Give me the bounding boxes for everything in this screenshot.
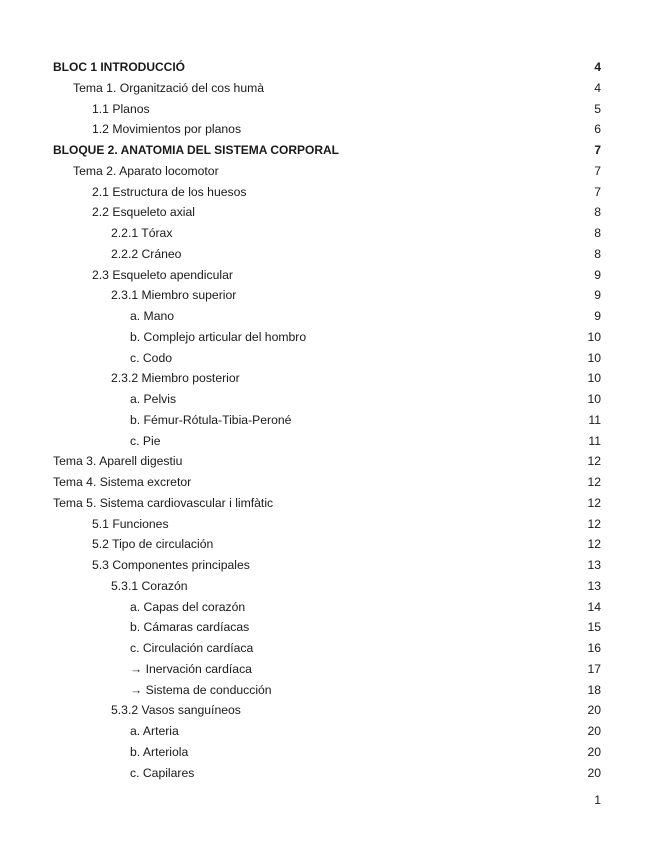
toc-entry-31[interactable] <box>0 700 655 721</box>
toc-entry-page: 18 <box>587 682 601 697</box>
toc-entry-title: 2.3.1 Miembro superior <box>111 288 237 303</box>
toc-entry-page: 20 <box>587 724 601 738</box>
toc-entry-27[interactable] <box>0 617 655 638</box>
toc-entry-title: c. Codo <box>130 350 173 365</box>
toc-entry-page: 13 <box>587 558 601 572</box>
toc-entry-title: Tema 1. Organització del cos humà <box>73 80 265 95</box>
toc-entry-19[interactable] <box>0 451 655 472</box>
toc-entry-page: 11 <box>588 433 601 448</box>
toc-entry-page: 5 <box>594 101 601 116</box>
toc-entry-page: 20 <box>587 744 601 759</box>
toc-entry-29[interactable] <box>0 659 655 680</box>
toc-entry-1[interactable] <box>0 78 655 99</box>
toc-entry-0[interactable] <box>0 57 655 78</box>
toc-entry-4[interactable] <box>0 140 655 161</box>
toc-entry-14[interactable] <box>0 348 655 369</box>
toc-entry-9[interactable] <box>0 244 655 265</box>
toc-entry-page: 15 <box>587 620 601 635</box>
toc-entry-page: 4 <box>594 80 601 95</box>
toc-entry-13[interactable] <box>0 327 655 348</box>
toc-entry-page: 13 <box>587 578 601 593</box>
toc-entry-title: 2.2.2 Cráneo <box>111 246 182 261</box>
toc-entry-title: Tema 5. Sistema cardiovascular i limfàtic <box>53 495 274 510</box>
toc-entry-page: 17 <box>587 661 601 676</box>
toc-entry-page: 20 <box>587 703 601 718</box>
toc-entry-page: 7 <box>594 184 601 199</box>
toc-entry-10[interactable] <box>0 265 655 286</box>
toc-entry-25[interactable] <box>0 576 655 597</box>
toc-entry-title: 5.3.1 Corazón <box>111 578 188 593</box>
toc-entry-title: 2.3.2 Miembro posterior <box>111 371 240 386</box>
toc-entry-3[interactable] <box>0 119 655 140</box>
toc-entry-16[interactable] <box>0 389 655 410</box>
toc-entry-23[interactable] <box>0 534 655 555</box>
toc-entry-30[interactable] <box>0 680 655 701</box>
toc-entry-title: 5.3.2 Vasos sanguíneos <box>111 703 241 718</box>
toc-entry-title: 2.1 Estructura de los huesos <box>92 184 247 199</box>
toc-entry-page: 6 <box>594 122 601 137</box>
toc-entry-title: c. Pie <box>130 433 161 448</box>
toc-entry-34[interactable] <box>0 763 655 784</box>
toc-entry-11[interactable] <box>0 285 655 306</box>
toc-entry-title: BLOC 1 INTRODUCCIÓ <box>53 60 185 74</box>
toc-entry-title: 2.2 Esqueleto axial <box>92 205 195 220</box>
toc-entry-page: 12 <box>587 495 601 510</box>
toc-entry-page: 12 <box>587 537 601 552</box>
toc-entry-33[interactable] <box>0 742 655 763</box>
toc-entry-title: a. Capas del corazón <box>130 599 246 614</box>
toc-entry-title: c. Capilares <box>130 765 195 780</box>
toc-entry-page: 4 <box>594 60 601 74</box>
toc-entry-6[interactable] <box>0 182 655 203</box>
toc-entry-page: 12 <box>587 454 601 469</box>
toc-entry-22[interactable] <box>0 514 655 535</box>
toc-entry-page: 8 <box>594 246 601 261</box>
toc-entry-2[interactable] <box>0 99 655 120</box>
page-number: 1 <box>594 793 601 807</box>
toc-entry-page: 14 <box>587 599 601 614</box>
toc-entry-17[interactable] <box>0 410 655 431</box>
toc-entry-title: b. Cámaras cardíacas <box>130 620 250 635</box>
toc-entry-title: c. Circulación cardíaca <box>130 641 254 655</box>
toc-entry-page: 7 <box>594 163 601 178</box>
toc-entry-page: 12 <box>587 475 601 489</box>
toc-entry-24[interactable] <box>0 555 655 576</box>
toc-entry-title: 2.2.1 Tórax <box>111 226 173 240</box>
toc-entry-page: 10 <box>587 371 601 386</box>
toc-entry-title: a. Arteria <box>130 724 179 738</box>
toc-entry-page: 7 <box>594 143 601 157</box>
toc-entry-page: 20 <box>587 765 601 780</box>
toc-entry-page: 10 <box>587 392 601 406</box>
toc-entry-32[interactable] <box>0 721 655 742</box>
toc-entry-18[interactable] <box>0 431 655 452</box>
toc-entry-7[interactable] <box>0 202 655 223</box>
toc-entry-title: b. Fémur-Rótula-Tibia-Peroné <box>130 412 292 427</box>
toc-entry-title: BLOQUE 2. ANATOMIA DEL SISTEMA CORPORAL <box>53 143 340 157</box>
toc-entry-title: 2.3 Esqueleto apendicular <box>92 267 233 282</box>
toc-entry-15[interactable] <box>0 368 655 389</box>
toc-entry-page: 11 <box>588 412 601 427</box>
toc-entry-20[interactable] <box>0 472 655 493</box>
toc-entry-title: 1.2 Movimientos por planos <box>92 122 242 137</box>
toc-entry-21[interactable] <box>0 493 655 514</box>
toc-entry-26[interactable] <box>0 597 655 618</box>
toc-entry-title: 1.1 Planos <box>92 101 150 116</box>
toc-entry-page: 8 <box>594 226 601 240</box>
toc-entry-title: Tema 2. Aparato locomotor <box>73 163 219 178</box>
toc-entry-title: Tema 4. Sistema excretor <box>53 475 192 489</box>
toc-entry-page: 9 <box>594 267 601 282</box>
toc-entry-title: → Sistema de conducción <box>130 682 272 697</box>
toc-entry-12[interactable] <box>0 306 655 327</box>
toc-entry-28[interactable] <box>0 638 655 659</box>
toc-entry-title: Tema 3. Aparell digestiu <box>53 454 183 469</box>
table-of-contents <box>0 57 655 783</box>
toc-entry-8[interactable] <box>0 223 655 244</box>
toc-entry-5[interactable] <box>0 161 655 182</box>
toc-entry-title: 5.2 Tipo de circulación <box>92 537 214 552</box>
toc-entry-page: 8 <box>594 205 601 220</box>
toc-entry-page: 16 <box>587 641 601 655</box>
toc-entry-title: b. Arteriola <box>130 744 189 759</box>
toc-entry-title: → Inervación cardíaca <box>130 661 252 676</box>
toc-entry-title: 5.1 Funciones <box>92 516 169 531</box>
toc-entry-page: 10 <box>587 329 601 344</box>
toc-entry-title: 5.3 Componentes principales <box>92 558 250 572</box>
toc-entry-page: 9 <box>594 288 601 303</box>
toc-entry-title: a. Pelvis <box>130 392 177 406</box>
toc-entry-page: 9 <box>594 309 601 323</box>
toc-entry-title: a. Mano <box>130 309 175 323</box>
toc-entry-title: b. Complejo articular del hombro <box>130 329 307 344</box>
toc-entry-page: 10 <box>587 350 601 365</box>
toc-entry-page: 12 <box>587 516 601 531</box>
